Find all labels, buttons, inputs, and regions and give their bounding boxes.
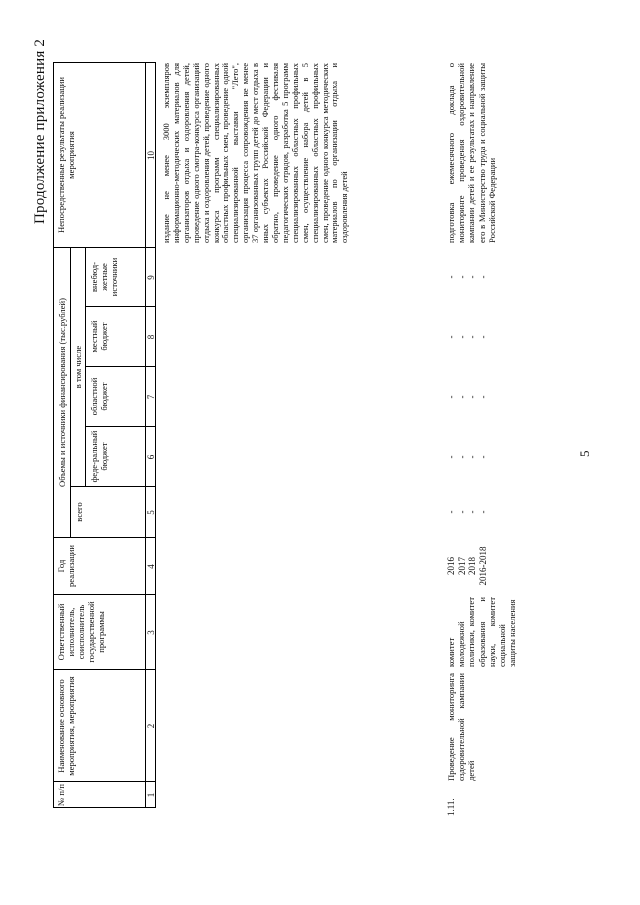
column-number: 10	[146, 151, 156, 160]
value: -	[467, 335, 477, 339]
value: -	[467, 275, 477, 279]
column-number: 8	[146, 334, 156, 340]
value: -	[456, 275, 467, 279]
value: -	[446, 335, 456, 339]
header-results: Непосредственные результаты реализации мероприятия	[56, 77, 76, 234]
column-number: 3	[146, 630, 156, 635]
header-federal: феде-ральный бюджет	[89, 430, 109, 483]
row2-code: 1.11.	[446, 798, 456, 816]
value: -	[456, 510, 467, 514]
header-local: местный бюджет	[89, 320, 109, 353]
value: -	[477, 275, 488, 279]
row2-federal	[446, 429, 488, 485]
value: -	[446, 510, 456, 514]
header-extrabudget: внебюд-жетные источники	[89, 257, 119, 297]
value: -	[446, 275, 456, 279]
row2-total	[446, 488, 488, 536]
value: -	[446, 455, 456, 459]
column-number: 2	[146, 723, 156, 729]
column-number: 6	[146, 454, 156, 460]
row2-result-text: подготовка ежемесячного доклада о мониторинге проведения оздоровительной кампании детей и ее результатах и направление его в Министерство труда и социальной защиты Российской Федерации	[446, 63, 497, 243]
value: -	[477, 455, 488, 459]
continuation-heading: Продолжение приложения 2	[32, 38, 48, 224]
row2-executor: комитет молодежной политики, комитет образования и науки, комитет социальной защиты населения	[446, 597, 518, 667]
column-number: 4	[146, 564, 156, 569]
row2-years	[446, 539, 488, 593]
row2-event-name: Проведение мониторинга оздоровительной кампании детей	[446, 673, 477, 781]
row2-extrabudget	[446, 249, 488, 305]
value: -	[477, 510, 488, 514]
column-number: 1	[146, 792, 156, 798]
header-event-name: Наименование основного мероприятия, мероприятия	[56, 676, 76, 776]
column-number: 9	[146, 275, 156, 280]
row1-result-text: издание не менее 3000 экземпляров информационно-методических материалов для организаторов отдыха и оздоровления детей, проведение одного смотра-конкурса организаций отдыха и оздоровления детей, проведение одного конкурса программ специализированных областных профильных смен, проведение одной специализированной выставки "Лето", организация процесса сопровождения не менее 37 организованных групп детей до мест отдыха в иных субъектах Российской Федерации и обратно, проведение одного фестиваля педагогических отрядов, разработка 5 программ специализированных областных профильных смен, осуществление набора детей в 5 специализированных областных профильных смен, проведение одного конкурса методических материалов по организации отдыха и оздоровления детей	[161, 63, 350, 243]
value: -	[446, 395, 456, 399]
column-number: 7	[146, 394, 156, 400]
value: -	[456, 395, 467, 399]
year: 2017	[456, 557, 467, 575]
page-number: 5	[577, 450, 592, 457]
header-executor: Ответственный исполнитель, соисполнитель государственной программы	[56, 601, 106, 663]
year: 2016-2018	[477, 546, 488, 586]
row2-regional	[446, 369, 488, 425]
year: 2016	[446, 557, 456, 575]
header-regional: областной бюджет	[89, 377, 109, 416]
header-funding: Объемы и источники финансирования (тыс.рублей)	[57, 298, 67, 487]
header-including: в том числе	[73, 345, 83, 389]
header-year: Год реализации	[56, 545, 76, 587]
header-number: № п/п	[56, 784, 66, 806]
value: -	[477, 395, 488, 399]
value: -	[477, 335, 488, 339]
value: -	[467, 510, 477, 514]
column-number: 5	[146, 510, 156, 515]
header-total: всего	[74, 502, 84, 522]
value: -	[456, 455, 467, 459]
value: -	[467, 395, 477, 399]
row2-local	[446, 309, 488, 365]
year: 2018	[467, 557, 477, 575]
value: -	[456, 335, 467, 339]
value: -	[467, 455, 477, 459]
